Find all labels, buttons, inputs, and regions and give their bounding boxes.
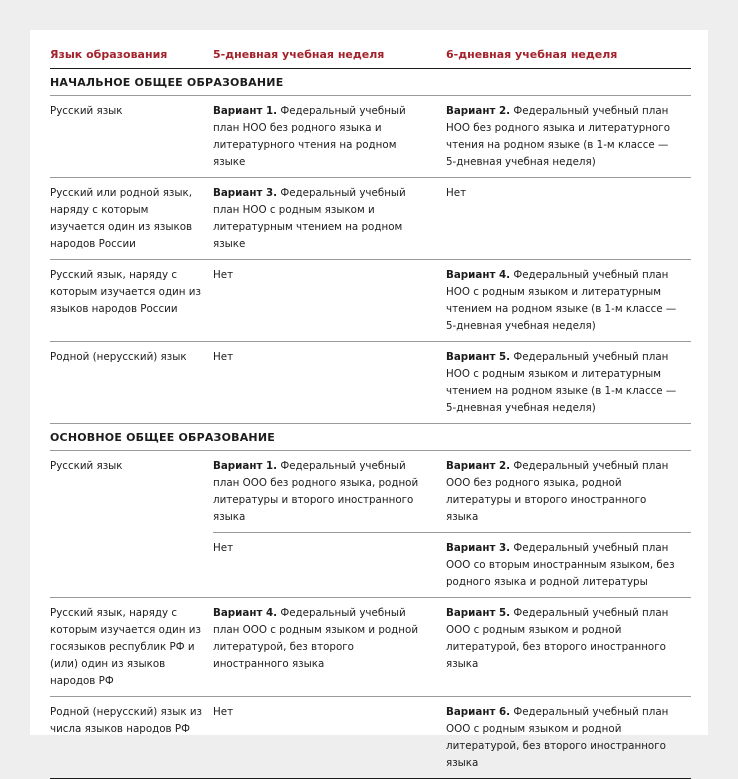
table-row [50,598,691,697]
language-cell: Русский язык [50,460,123,472]
variant-label: Вариант 4. [213,607,278,619]
plan-text: Федеральный учебный план ООО с родным языком и родной литературой, без второго иностранного языка [446,706,669,769]
five-day-cell [213,178,446,259]
five-day-cell [213,342,446,423]
six-day-cell [446,260,691,341]
header-six-day: 6-дневная учебная неделя [446,48,618,61]
six-day-cell [446,598,691,696]
variant-label: Вариант 3. [446,542,511,554]
table-row [50,697,691,779]
split-cells [213,451,691,597]
variant-label: Вариант 2. [446,105,511,117]
five-day-cell [213,260,446,341]
table-panel [30,30,708,769]
variant-label: Вариант 1. [213,460,278,472]
plan-text: Федеральный учебный план НОО без родного языка и литературного чтения на родном языке [213,105,406,168]
plan-text: Федеральный учебный план ООО с родным языком и родной литературой, без второго иностранного языка [213,607,419,670]
variant-label: Вариант 5. [446,607,511,619]
five-day-cell [213,697,446,778]
plan-text: Федеральный учебный план НОО с родным языком и литературным чтением на родном языке [213,187,406,250]
five-day-cell [213,451,446,532]
five-day-cell [213,533,446,597]
six-day-cell [446,697,691,778]
table-row [50,96,691,178]
table-row [50,260,691,342]
variant-label: Вариант 2. [446,460,511,472]
plan-text: Федеральный учебный план ООО без родного языка, родной литературы и второго иностранного языка [446,460,669,523]
plan-text: Нет [213,351,234,363]
language-cell: Русский или родной язык, наряду с которым изучается один из языков народов России [50,187,193,250]
six-day-cell [446,533,691,597]
table-header [50,30,691,69]
sub-row [213,451,691,532]
variant-label: Вариант 1. [213,105,278,117]
six-day-cell [446,451,691,532]
section-title-basic: ОСНОВНОЕ ОБЩЕЕ ОБРАЗОВАНИЕ [50,424,691,451]
language-cell: Родной (нерусский) язык [50,351,187,363]
header-language: Язык образования [50,48,168,61]
five-day-cell [213,96,446,177]
sub-row [213,532,691,597]
six-day-cell [446,96,691,177]
variant-label: Вариант 4. [446,269,511,281]
variant-label: Вариант 6. [446,706,511,718]
six-day-cell [446,178,691,259]
header-five-day: 5-дневная учебная неделя [213,48,385,61]
curriculum-table [50,30,691,779]
plan-text: Федеральный учебный план ООО без родного языка, родной литературы и второго иностранного языка [213,460,419,523]
language-cell: Русский язык [50,105,123,117]
table-row [50,342,691,424]
plan-text: Федеральный учебный план НОО с родным языком и литературным чтением на родном языке (в 1-м классе — 5-дневная учебная неделя) [446,269,677,332]
plan-text: Федеральный учебный план НОО с родным языком и литературным чтением на родном языке (в 1-м классе — 5-дневная учебная неделя) [446,351,677,414]
table-row [50,178,691,260]
plan-text: Нет [213,542,234,554]
plan-text: Федеральный учебный план ООО со вторым иностранным языком, без родного языка и родной литературы [446,542,675,588]
plan-text: Федеральный учебный план ООО с родным языком и родной литературой, без второго иностранного языка [446,607,669,670]
plan-text: Нет [446,187,467,199]
six-day-cell [446,342,691,423]
plan-text: Федеральный учебный план НОО без родного языка и литературного чтения на родном языке (в 1-м классе — 5-дневная учебная неделя) [446,105,671,168]
language-cell: Родной (нерусский) язык из числа языков народов РФ [50,706,203,735]
language-cell: Русский язык, наряду с которым изучается один из языков народов России [50,269,201,315]
five-day-cell [213,598,446,696]
language-cell: Русский язык, наряду с которым изучается один из госязыков республик РФ и (или) один из языков народов РФ [50,607,201,687]
table-row [50,451,691,598]
plan-text: Нет [213,706,234,718]
variant-label: Вариант 3. [213,187,278,199]
plan-text: Нет [213,269,234,281]
variant-label: Вариант 5. [446,351,511,363]
section-title-primary: НАЧАЛЬНОЕ ОБЩЕЕ ОБРАЗОВАНИЕ [50,69,691,96]
